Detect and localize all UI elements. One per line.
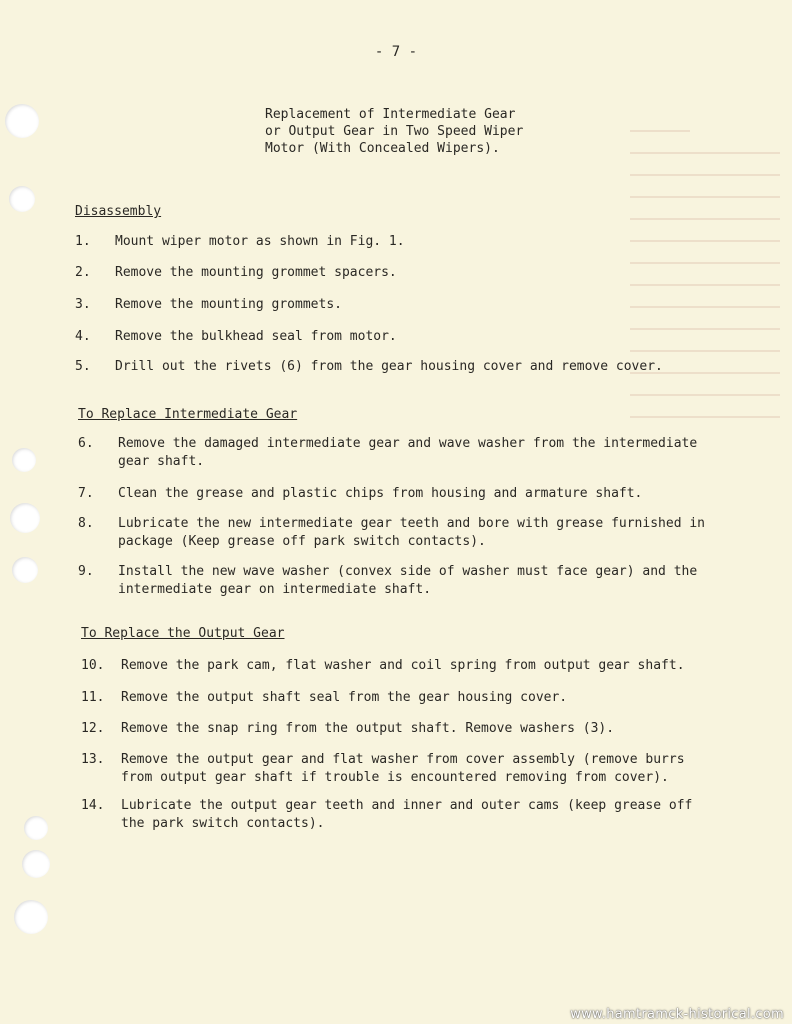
binder-hole <box>24 816 48 840</box>
item-number: 3. <box>75 297 91 312</box>
binder-hole <box>9 186 35 212</box>
document-title <box>265 106 565 157</box>
item-text: intermediate gear on intermediate shaft. <box>118 582 432 597</box>
binder-hole <box>5 104 39 138</box>
item-text: Drill out the rivets (6) from the gear housing cover and remove cover. <box>115 359 663 374</box>
item-text: gear shaft. <box>118 454 205 469</box>
item-number: 7. <box>78 486 94 501</box>
item-number: 9. <box>78 564 94 579</box>
item-text: Remove the output gear and flat washer from cover assembly (remove burrs <box>121 752 685 767</box>
item-text: Remove the output shaft seal from the gear housing cover. <box>121 690 568 705</box>
reverse-side-bleed-through <box>630 120 780 580</box>
item-text: Install the new wave washer (convex side of washer must face gear) and the <box>118 564 698 579</box>
binder-hole <box>10 503 40 533</box>
item-text: Remove the damaged intermediate gear and wave washer from the intermediate <box>118 436 698 451</box>
item-text: Mount wiper motor as shown in Fig. 1. <box>115 234 405 249</box>
item-text: Remove the park cam, flat washer and coil spring from output gear shaft. <box>121 658 685 673</box>
binder-hole <box>12 557 38 583</box>
title-line: Motor (With Concealed Wipers). <box>265 141 500 156</box>
item-text: Clean the grease and plastic chips from housing and armature shaft. <box>118 486 643 501</box>
section-heading-intermediate-gear: To Replace Intermediate Gear <box>78 407 298 422</box>
section-heading-output-gear: To Replace the Output Gear <box>81 626 285 641</box>
website-watermark: www.hamtramck-historical.com <box>570 1007 784 1022</box>
page-number: - 7 - <box>374 44 418 60</box>
item-number: 10. <box>81 658 105 673</box>
item-text: package (Keep grease off park switch contacts). <box>118 534 486 549</box>
binder-hole <box>14 900 48 934</box>
item-number: 8. <box>78 516 94 531</box>
item-text: from output gear shaft if trouble is encountered removing from cover). <box>121 770 669 785</box>
item-text: the park switch contacts). <box>121 816 325 831</box>
item-number: 2. <box>75 265 91 280</box>
item-text: Remove the mounting grommet spacers. <box>115 265 397 280</box>
item-number: 14. <box>81 798 105 813</box>
item-text: Lubricate the output gear teeth and inner and outer cams (keep grease off <box>121 798 693 813</box>
item-number: 5. <box>75 359 91 374</box>
item-number: 4. <box>75 329 91 344</box>
item-number: 11. <box>81 690 105 705</box>
item-text: Remove the mounting grommets. <box>115 297 342 312</box>
binder-hole <box>22 850 50 878</box>
item-number: 1. <box>75 234 91 249</box>
item-text: Lubricate the new intermediate gear teeth and bore with grease furnished in <box>118 516 705 531</box>
item-number: 12. <box>81 721 105 736</box>
item-number: 6. <box>78 436 94 451</box>
title-line: Replacement of Intermediate Gear <box>265 107 516 122</box>
section-heading-disassembly: Disassembly <box>75 204 162 219</box>
binder-hole <box>12 448 36 472</box>
item-number: 13. <box>81 752 105 767</box>
title-line: or Output Gear in Two Speed Wiper <box>265 124 524 139</box>
item-text: Remove the snap ring from the output shaft. Remove washers (3). <box>121 721 615 736</box>
item-text: Remove the bulkhead seal from motor. <box>115 329 397 344</box>
